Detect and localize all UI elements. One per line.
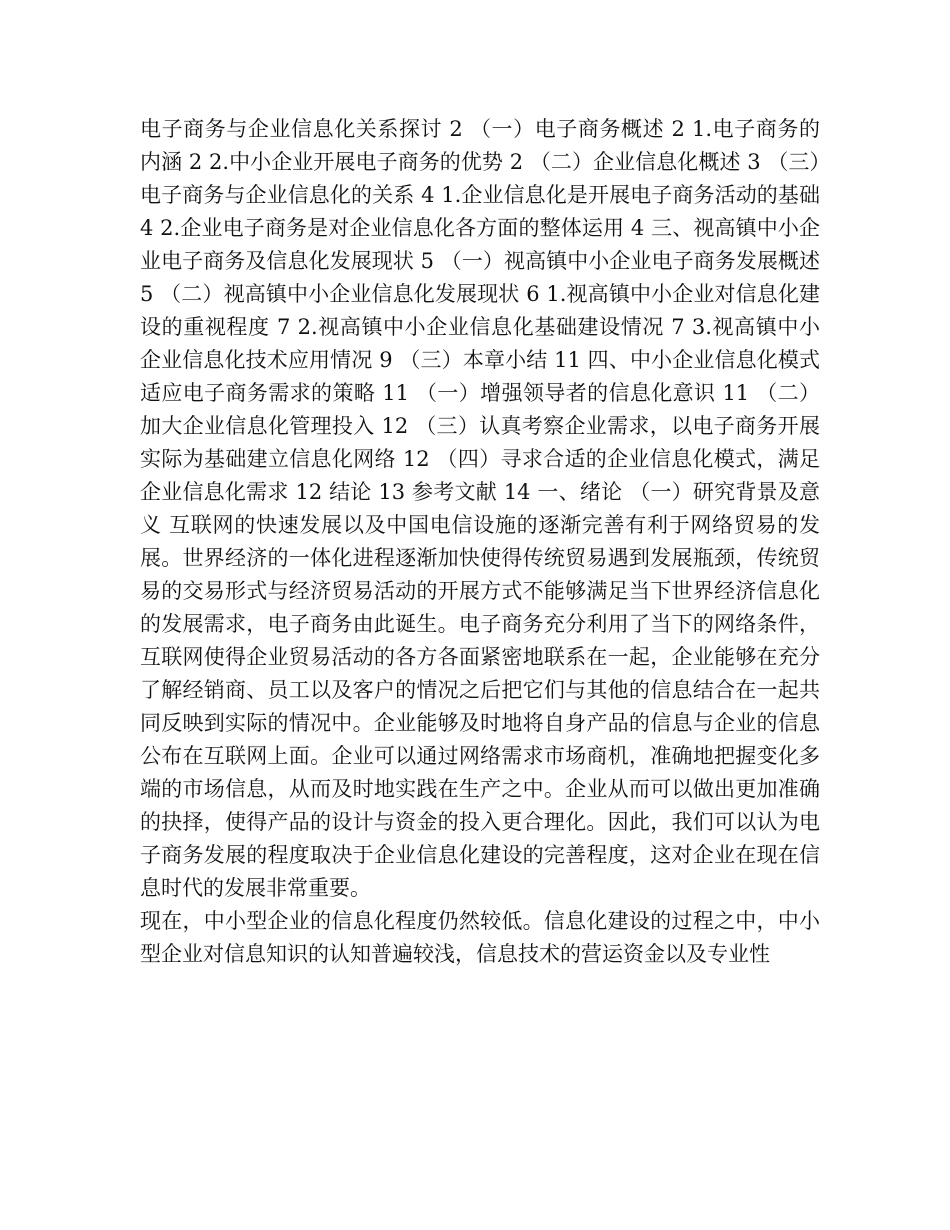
paragraph-current-situation: 现在，中小型企业的信息化程度仍然较低。信息化建设的过程之中，中小型企业对信息知识的认知普遍较浅，信息技术的营运资金以及专业性	[140, 909, 820, 966]
paragraph-toc-and-introduction: 电子商务与企业信息化关系探讨 2 （一）电子商务概述 2 1.电子商务的内涵 2 2.中小企业开展电子商务的优势 2 （二）企业信息化概述 3 （三）电子商务与企业信息化的关系 4 1.企业信息化是开展电子商务活动的基础 4 2.企业电子商务是对企业信息化各方面的整体运用 4 三、视高镇中小企业电子商务及信息化发展现状 5 （一）视高镇中小企业电子商务发展概述 5 （二）视高镇中小企业信息化发展现状 6 1.视高镇中小企业对信息化建设的重视程度 7 2.视高镇中小企业信息化基础建设情况 7 3.视高镇中小企业信息化技术应用情况 9 （三）本章小结 11 四、中小企业信息化模式适应电子商务需求的策略 11 （一）增强领导者的信息化意识 11 （二）加大企业信息化管理投入 12 （三）认真考察企业需求，以电子商务开展实际为基础建立信息化网络 12 （四）寻求合适的企业信息化模式，满足企业信息化需求 12 结论 13 参考文献 14 一、绪论 （一）研究背景及意义 互联网的快速发展以及中国电信设施的逐渐完善有利于网络贸易的发展。世界经济的一体化进程逐渐加快使得传统贸易遇到发展瓶颈，传统贸易的交易形式与经济贸易活动的开展方式不能够满足当下世界经济信息化的发展需求，电子商务由此诞生。电子商务充分利用了当下的网络条件，互联网使得企业贸易活动的各方各面紧密地联系在一起，企业能够在充分了解经销商、员工以及客户的情况之后把它们与其他的信息结合在一起共同反映到实际的情况中。企业能够及时地将自身产品的信息与企业的信息公布在互联网上面。企业可以通过网络需求市场商机，准确地把握变化多端的市场信息，从而及时地实践在生产之中。企业从而可以做出更加准确的抉择，使得产品的设计与资金的投入更合理化。因此，我们可以认为电子商务发展的程度取决于企业信息化建设的完善程度，这对企业在现在信息时代的发展非常重要。	[140, 117, 820, 900]
document-body	[140, 113, 820, 971]
